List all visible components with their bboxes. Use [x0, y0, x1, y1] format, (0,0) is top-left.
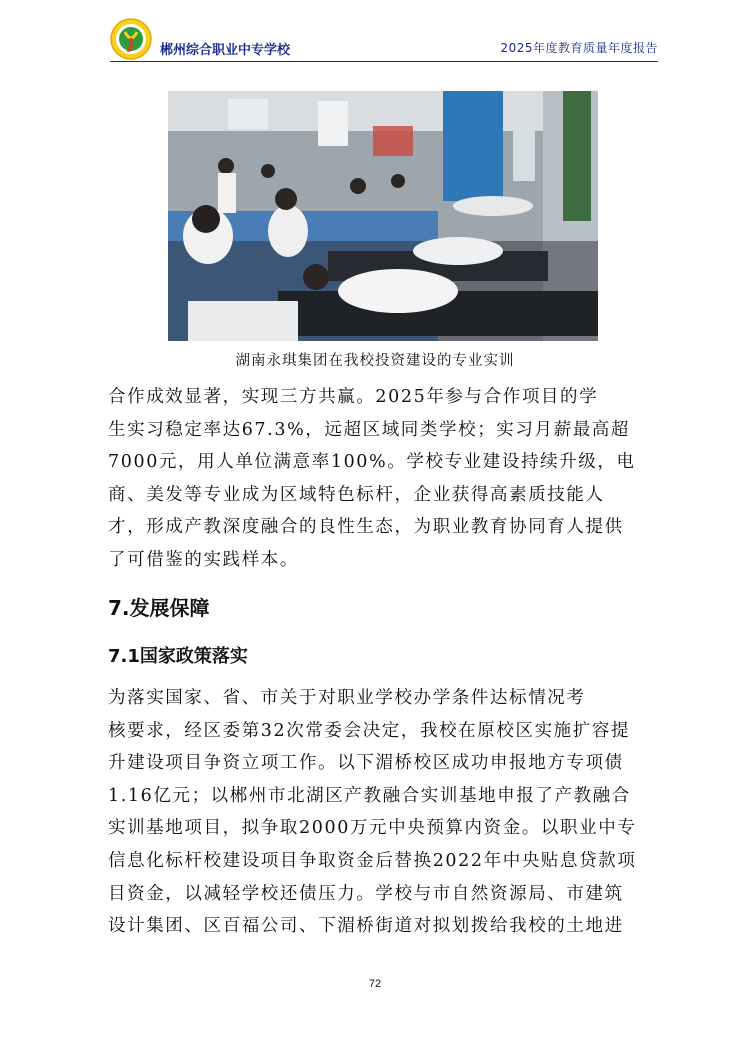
text-line: 了可借鉴的实践样本。: [108, 549, 299, 570]
page-number: 72: [368, 978, 382, 990]
text-line: 商、美发等专业成为区域特色标杆，企业获得高素质技能人: [108, 484, 605, 505]
figure-caption: 湖南永琪集团在我校投资建设的专业实训: [235, 353, 515, 369]
section-heading: 7.发展保障: [108, 596, 210, 620]
text-line: 才，形成产教深度融合的良性生态，为职业教育协同育人提供: [108, 517, 624, 538]
training-photo: [168, 91, 598, 341]
text-line: 设计集团、区百福公司、下湄桥街道对拟划拨给我校的土地进: [108, 916, 624, 937]
paragraph-cooperation-results: [108, 381, 660, 577]
text-line: 核要求，经区委第32次常委会决定，我校在原校区实施扩容提: [108, 720, 631, 741]
school-logo: [110, 18, 152, 60]
report-title: 2025年度教育质量年度报告: [500, 41, 658, 55]
text-line: 升建设项目争资立项工作。以下湄桥校区成功申报地方专项债: [108, 753, 624, 774]
text-line: 生实习稳定率达67.3%，远超区域同类学校；实习月薪最高超: [108, 419, 630, 440]
school-name: 郴州综合职业中专学校: [160, 43, 291, 58]
text-line: 为落实国家、省、市关于对职业学校办学条件达标情况考: [108, 688, 586, 708]
text-line: 7000元，用人单位满意率100%。学校专业建设持续升级，电: [108, 452, 636, 473]
subsection-heading: 7.1国家政策落实: [108, 646, 248, 667]
text-line: 1.16亿元；以郴州市北湖区产教融合实训基地申报了产教融合: [108, 785, 631, 806]
page-header: [110, 18, 658, 62]
text-line: 合作成效显著，实现三方共赢。2025年参与合作项目的学: [108, 387, 599, 407]
text-line: 实训基地项目，拟争取2000万元中央预算内资金。以职业中专: [108, 818, 637, 839]
text-line: 目资金，以减轻学校还债压力。学校与市自然资源局、市建筑: [108, 883, 624, 904]
header-rule: [110, 61, 658, 62]
paragraph-policy: [108, 682, 660, 943]
text-line: 信息化标杆校建设项目争取资金后替换2022年中央贴息贷款项: [108, 850, 637, 871]
